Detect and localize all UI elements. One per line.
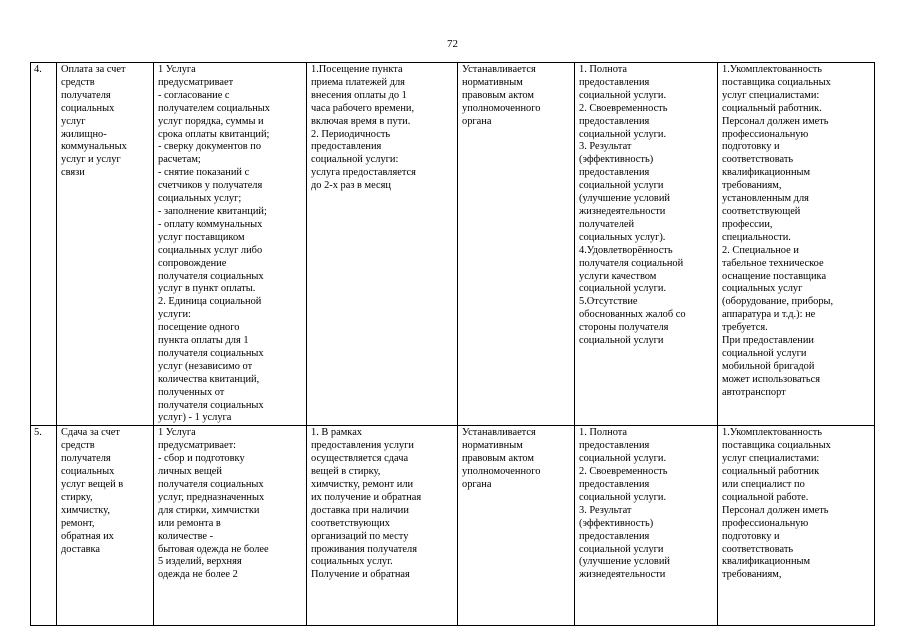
cell-text-line: табельное техническое xyxy=(722,257,824,269)
cell-text-line: предусматривает: xyxy=(158,440,237,452)
conditions-cell xyxy=(718,426,875,626)
service-content-cell xyxy=(154,426,307,626)
cell-text-line: получателя социальной xyxy=(579,257,684,269)
cell-text-line: 2. Периодичность xyxy=(311,128,391,140)
cell-text-line: (улучшение условий xyxy=(579,556,670,568)
cell-text-line: 3. Результат xyxy=(579,141,632,153)
cell-text-line: сопровождение xyxy=(158,257,227,269)
cell-text-line: социальный работник. xyxy=(722,102,822,114)
cell-text-line: социальной услуги: xyxy=(311,154,399,166)
cell-text-line: услуг и услуг xyxy=(61,154,121,166)
cell-text-line: услуг) - 1 услуга xyxy=(158,412,232,424)
cell-text-line: услуг специалистами: xyxy=(722,453,820,465)
cell-text-line: Устанавливается xyxy=(462,427,536,439)
cell-text-line: жизнедеятельности xyxy=(579,569,666,581)
cell-text-line: соответствующей xyxy=(722,205,801,217)
cell-text-line: услуг xyxy=(61,115,86,127)
cell-text-line: услуги: xyxy=(158,309,191,321)
cell-text-line: поставщика социальных xyxy=(722,440,831,452)
cell-text-line: услуг в пункт оплаты. xyxy=(158,283,256,295)
cell-text-line: социальной услуги xyxy=(579,335,664,347)
cell-text-line: услуг специалистами: xyxy=(722,89,820,101)
cell-text-line: 1.Укомплектованность xyxy=(722,64,823,75)
cell-text-line: - согласование с xyxy=(158,89,230,101)
service-terms-cell xyxy=(307,426,458,626)
cell-text-line: профессии, xyxy=(722,218,773,230)
cell-text-line: получателя социальных xyxy=(158,399,264,411)
cell-text-line: внесения оплаты до 1 xyxy=(311,89,407,101)
quality-indicators-cell xyxy=(575,426,718,626)
cell-text-line: социальной услуги xyxy=(579,180,664,192)
cell-text-line: предоставления xyxy=(579,530,650,542)
cell-text-line: предоставления xyxy=(579,76,650,88)
cell-text-line: (улучшение условий xyxy=(579,193,670,205)
cell-text-line: услуг, предназначенных xyxy=(158,491,265,503)
cell-text-line: услуг вещей в xyxy=(61,479,124,490)
cell-text-line: предоставления xyxy=(579,479,650,490)
conditions-cell xyxy=(718,63,875,426)
cell-text-line: 5 изделий, верхняя xyxy=(158,556,242,568)
cell-text-line: подготовку и xyxy=(722,530,780,542)
cell-text-line: Сдача за счет xyxy=(61,427,120,439)
row-number-cell xyxy=(31,63,57,426)
cell-text-line: социальных услуг. xyxy=(311,556,393,568)
cell-text-line: посещение одного xyxy=(158,322,240,334)
cell-text-line: социальной услуги xyxy=(579,543,664,555)
cell-text-line: получателя социальных xyxy=(158,479,264,490)
cell-text-line: расчетам; xyxy=(158,154,201,166)
cell-text-line: нормативным xyxy=(462,440,523,452)
cell-text-line: количества квитанций, xyxy=(158,373,260,385)
cell-text-line: может использоваться xyxy=(722,373,821,385)
cell-text-line: оснащение поставщика xyxy=(722,270,827,282)
cell-text-line: социальной услуги. xyxy=(579,89,667,101)
cell-text-line: предоставления услуги xyxy=(311,440,414,452)
cell-text-line: количестве - xyxy=(158,530,214,542)
cell-text-line: для стирки, химчистки xyxy=(158,504,260,516)
cell-text-line: приема платежей для xyxy=(311,76,405,88)
cell-text-line: 1. Полнота xyxy=(579,427,628,439)
cell-text-line: 2. Единица социальной xyxy=(158,296,262,308)
cell-text-line: правовым актом xyxy=(462,453,534,465)
service-name-cell xyxy=(57,63,154,426)
cell-text-line: социальных услуг). xyxy=(579,231,666,243)
cell-text-line: квалификационным xyxy=(722,167,811,179)
cell-text-line: нормативным xyxy=(462,76,523,88)
cell-text-line: предоставления xyxy=(579,440,650,452)
cell-text-line: проживания получателя xyxy=(311,543,417,555)
cell-text-line: - снятие показаний с xyxy=(158,167,250,179)
row-number: 4. xyxy=(34,64,42,75)
cell-text-line: их получение и обратная xyxy=(311,491,422,503)
cell-text-line: социальных услуг xyxy=(722,283,803,295)
cell-text-line: поставщика социальных xyxy=(722,76,831,88)
cell-text-line: или специалист по xyxy=(722,479,805,490)
cell-text-line: осуществляется сдача xyxy=(311,453,409,465)
cell-text-line: обоснованных жалоб со xyxy=(579,309,686,321)
cell-text-line: социальной работе. xyxy=(722,491,809,503)
cell-text-line: 1. Полнота xyxy=(579,64,628,75)
cell-text-line: специальности. xyxy=(722,231,791,243)
cell-text-line: профессиональную xyxy=(722,517,809,529)
cell-text-line: доставка при наличии xyxy=(311,504,409,516)
cell-text-line: услуг (независимо от xyxy=(158,360,253,372)
cell-text-line: (эффективность) xyxy=(579,517,654,529)
cell-text-line: 2. Своевременность xyxy=(579,466,668,478)
cell-text-line: требованиям, xyxy=(722,180,782,192)
cell-text-line: 2. Специальное и xyxy=(722,244,799,256)
cell-text-line: химчистку, xyxy=(61,504,110,516)
cell-text-line: соответствовать xyxy=(722,543,794,555)
cell-text-line: получателя социальных xyxy=(158,347,264,359)
cell-text-line: вещей в стирку, xyxy=(311,466,381,478)
tariff-cell xyxy=(458,426,575,626)
cell-text-line: предоставления xyxy=(311,141,382,153)
cell-text-line: получателей xyxy=(579,218,635,230)
cell-text-line: пункта оплаты для 1 xyxy=(158,335,249,347)
table-row xyxy=(31,426,875,626)
cell-text-line: 1 Услуга xyxy=(158,64,196,75)
cell-text-line: социальной услуги xyxy=(722,347,807,359)
cell-text-line: или ремонта в xyxy=(158,517,221,529)
cell-text-line: предоставления xyxy=(579,115,650,127)
cell-text-line: предоставления xyxy=(579,167,650,179)
cell-text-line: включая время в пути. xyxy=(311,115,411,127)
cell-text-line: Получение и обратная xyxy=(311,569,410,581)
cell-text-line: социальной услуги. xyxy=(579,491,667,503)
cell-text-line: 2. Своевременность xyxy=(579,102,668,114)
cell-text-line: уполномоченного xyxy=(462,102,541,114)
cell-text-line: до 2-х раз в месяц xyxy=(311,180,391,192)
cell-text-line: социальных xyxy=(61,102,115,114)
cell-text-line: - сверку документов по xyxy=(158,141,262,153)
service-name-cell xyxy=(57,426,154,626)
cell-text-line: социальной услуги. xyxy=(579,453,667,465)
cell-text-line: требуется. xyxy=(722,322,768,334)
page-number: 72 xyxy=(447,38,458,50)
cell-text-line: социальных xyxy=(61,466,115,478)
cell-text-line: (эффективность) xyxy=(579,154,654,166)
service-content-cell xyxy=(154,63,307,426)
cell-text-line: При предоставлении xyxy=(722,335,814,347)
cell-text-line: жизнедеятельности xyxy=(579,205,666,217)
cell-text-line: 1.Укомплектованность xyxy=(722,427,823,439)
cell-text-line: социальных услуг либо xyxy=(158,244,263,256)
cell-text-line: требованиям, xyxy=(722,569,782,581)
cell-text-line: получателя социальных xyxy=(158,270,264,282)
cell-text-line: органа xyxy=(462,115,492,127)
row-number: 5. xyxy=(34,427,42,439)
cell-text-line: получателя xyxy=(61,89,111,101)
cell-text-line: профессиональную xyxy=(722,128,809,140)
cell-text-line: Оплата за счет xyxy=(61,64,126,75)
cell-text-line: социальной услуги. xyxy=(579,128,667,140)
cell-text-line: получателем социальных xyxy=(158,102,270,114)
cell-text-line: получателя xyxy=(61,453,111,465)
cell-text-line: связи xyxy=(61,167,85,179)
services-table xyxy=(30,62,874,640)
cell-text-line: стирку, xyxy=(61,491,93,503)
cell-text-line: соответствующих xyxy=(311,517,390,529)
tariff-cell xyxy=(458,63,575,426)
cell-text-line: квалификационным xyxy=(722,556,811,568)
table-row xyxy=(31,63,875,426)
quality-indicators-cell xyxy=(575,63,718,426)
cell-text-line: 1. В рамках xyxy=(311,427,362,439)
cell-text-line: коммунальных xyxy=(61,141,127,153)
cell-text-line: органа xyxy=(462,479,492,490)
cell-text-line: стороны получателя xyxy=(579,322,669,334)
cell-text-line: - сбор и подготовку xyxy=(158,453,245,465)
cell-text-line: часа рабочего времени, xyxy=(311,102,415,114)
cell-text-line: счетчиков у получателя xyxy=(158,180,263,192)
cell-text-line: обратная их xyxy=(61,530,114,542)
cell-text-line: мобильной бригадой xyxy=(722,360,815,372)
cell-text-line: организаций по месту xyxy=(311,530,409,542)
cell-text-line: ремонт, xyxy=(61,517,95,529)
cell-text-line: личных вещей xyxy=(158,466,222,478)
cell-text-line: одежда не более 2 xyxy=(158,569,238,581)
cell-text-line: средств xyxy=(61,76,95,88)
cell-text-line: предусматривает xyxy=(158,76,234,88)
cell-text-line: услуг порядка, суммы и xyxy=(158,115,264,127)
cell-text-line: социальных услуг; xyxy=(158,193,242,205)
cell-text-line: установленным для xyxy=(722,193,809,205)
cell-text-line: 1 Услуга xyxy=(158,427,196,439)
cell-text-line: уполномоченного xyxy=(462,466,541,478)
cell-text-line: (оборудование, приборы, xyxy=(722,296,834,308)
cell-text-line: услуги качеством xyxy=(579,270,657,282)
cell-text-line: - оплату коммунальных xyxy=(158,218,263,230)
cell-text-line: химчистку, ремонт или xyxy=(311,479,414,490)
cell-text-line: правовым актом xyxy=(462,89,534,101)
row-number-cell xyxy=(31,426,57,626)
cell-text-line: автотранспорт xyxy=(722,386,786,398)
cell-text-line: срока оплаты квитанций; xyxy=(158,128,270,140)
cell-text-line: жилищно- xyxy=(61,128,107,140)
cell-text-line: соответствовать xyxy=(722,154,794,166)
cell-text-line: услуг поставщиком xyxy=(158,231,245,243)
cell-text-line: социальный работник xyxy=(722,466,820,478)
cell-text-line: бытовая одежда не более xyxy=(158,543,269,555)
cell-text-line: полученных от xyxy=(158,386,225,398)
cell-text-line: аппаратура и т.д.): не xyxy=(722,309,816,321)
cell-text-line: средств xyxy=(61,440,95,452)
cell-text-line: подготовку и xyxy=(722,141,780,153)
cell-text-line: услуга предоставляется xyxy=(311,167,416,179)
cell-text-line: Устанавливается xyxy=(462,64,536,75)
cell-text-line: доставка xyxy=(61,543,101,555)
cell-text-line: 3. Результат xyxy=(579,504,632,516)
cell-text-line: 1.Посещение пункта xyxy=(311,64,403,75)
service-terms-cell xyxy=(307,63,458,426)
cell-text-line: социальной услуги. xyxy=(579,283,667,295)
cell-text-line: 4.Удовлетворённость xyxy=(579,244,673,256)
cell-text-line: Персонал должен иметь xyxy=(722,504,829,516)
cell-text-line: 5.Отсутствие xyxy=(579,296,638,308)
cell-text-line: Персонал должен иметь xyxy=(722,115,829,127)
cell-text-line: - заполнение квитанций; xyxy=(158,205,267,217)
